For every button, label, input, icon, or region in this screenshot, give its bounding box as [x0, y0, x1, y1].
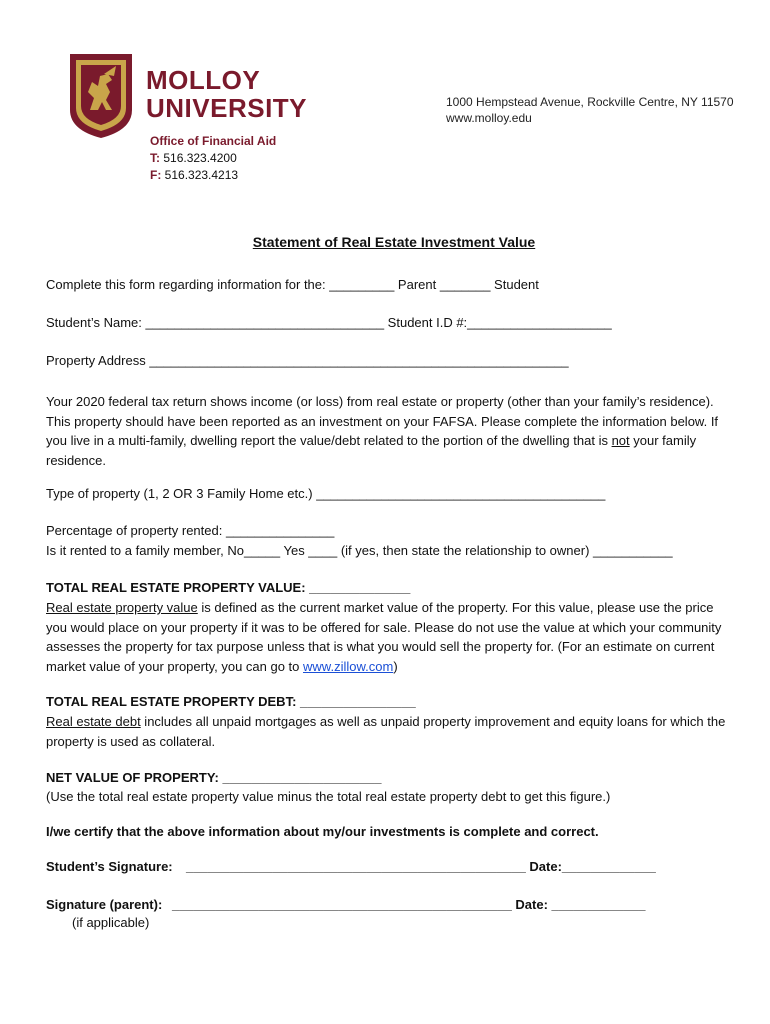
rented-to-family-field[interactable]: Is it rented to a family member, No_____ Yes ____ (if yes, then state the relationship to owner) ___________ [46, 543, 673, 558]
website-url[interactable]: www.molloy.edu [446, 111, 532, 125]
property-address-field[interactable]: Property Address __________________________________________________________ [46, 353, 569, 368]
intro-text-b: your family residence. [46, 433, 697, 468]
property-type-field[interactable]: Type of property (1, 2 OR 3 Family Home etc.) ________________________________________ [46, 486, 606, 501]
form-title: Statement of Real Estate Investment Value [252, 234, 536, 250]
total-debt-field[interactable]: TOTAL REAL ESTATE PROPERTY DEBT: ________________ [46, 694, 416, 709]
percentage-rented-field[interactable]: Percentage of property rented: _______________ [46, 523, 335, 538]
if-applicable-note: (if applicable) [72, 915, 150, 930]
intro-paragraph [46, 392, 736, 470]
total-debt-text: includes all unpaid mortgages as well as unpaid property improvement and equity loans for which the property is used as collateral. [46, 714, 726, 749]
parent-signature-label: Signature (parent): [46, 897, 163, 912]
phone-number: 516.323.4200 [163, 151, 237, 165]
street-address: 1000 Hempstead Avenue, Rockville Centre, NY 11570 [446, 95, 734, 109]
recipient-type-line[interactable]: Complete this form regarding information for the: _________ Parent _______ Student [46, 277, 539, 292]
total-debt-term: Real estate debt [46, 714, 141, 729]
student-signature-label: Student’s Signature: [46, 859, 173, 874]
student-name-field[interactable]: Student’s Name: _________________________________ Student I.D #:____________________ [46, 315, 612, 330]
university-name-line1: MOLLOY [146, 65, 261, 95]
university-name [146, 66, 307, 122]
university-address [446, 94, 734, 126]
griffin-crest-icon [68, 52, 134, 140]
total-value-field[interactable]: TOTAL REAL ESTATE PROPERTY VALUE: ______________ [46, 580, 411, 595]
fax-number: 516.323.4213 [164, 168, 239, 182]
zillow-link[interactable]: www.zillow.com [303, 658, 394, 674]
office-contact [150, 133, 276, 184]
total-value-text-a: is defined as the current market value of the property. For this value, please use the price you would place on your property if it was to be offered for sale. Please do not use the value at which your community assesses the property for tax purpose unless that is what you would sell the property for. (For an estimate on current market value of your property, you can go to [46, 600, 722, 674]
intro-text-not: not [611, 433, 630, 448]
office-name: Office of Financial Aid [150, 134, 277, 148]
parent-signature-field[interactable]: _______________________________________________ Date: _____________ [172, 897, 646, 912]
net-value-field[interactable]: NET VALUE OF PROPERTY: ______________________ [46, 770, 382, 785]
fax-label: F: [150, 168, 162, 182]
student-signature-field[interactable]: _______________________________________________ Date:_____________ [186, 859, 656, 874]
fax-row [150, 167, 276, 184]
total-value-text-b: ) [393, 658, 398, 674]
net-value-instructions: (Use the total real estate property value minus the total real estate property debt to get this figure.) [46, 789, 611, 804]
total-debt-description [46, 712, 736, 751]
total-value-description [46, 598, 736, 676]
university-name-line2: UNIVERSITY [146, 93, 308, 123]
intro-text-a: Your 2020 federal tax return shows income (or loss) from real estate or property (other than your family’s residence). This property should have been reported as an investment on your FAFSA. Please complete the information below. If you live in a multi-family, dwelling report the value/debt related to the portion of the dwelling that is [46, 394, 719, 448]
total-value-term: Real estate property value [46, 600, 198, 615]
certification-statement: I/we certify that the above information about my/our investments is complete and correct. [46, 824, 599, 839]
phone-row [150, 150, 276, 167]
phone-label: T: [150, 151, 160, 165]
